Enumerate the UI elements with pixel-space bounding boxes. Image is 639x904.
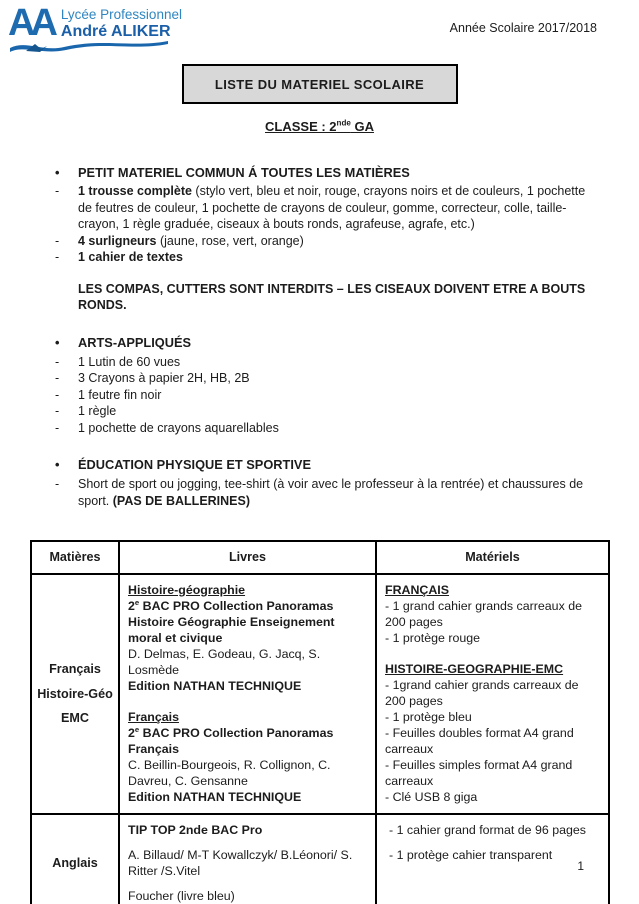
dash-icon	[55, 387, 78, 404]
dash-icon	[55, 249, 78, 266]
item-text: 1 feutre fin noir	[78, 387, 162, 402]
section-title-text: ÉDUCATION PHYSIQUE ET SPORTIVE	[78, 457, 311, 473]
list-item	[55, 233, 597, 250]
livres-cell: Histoire-géographie 2e BAC PRO Collection Panoramas Histoire Géographie Enseignement moral et civique D. Delmas, E. Godeau, G. Jacq, S. Losmède Edition NATHAN TECHNIQUE Français 2e BAC PRO Collection Panoramas Français C. Beillin-Bourgeois, R. Collignon, C. Davreu, C. Gensanne Edition NATHAN TECHNIQUE	[119, 574, 376, 814]
list-item	[55, 249, 597, 266]
header-livres: Livres	[119, 541, 376, 574]
section-title	[55, 335, 597, 352]
list-item	[55, 183, 597, 233]
dash-icon	[55, 183, 78, 233]
section-eps	[55, 457, 597, 509]
section-title	[55, 165, 597, 182]
section-petit-materiel	[55, 165, 597, 314]
dash-icon	[55, 370, 78, 387]
dash-icon	[55, 233, 78, 250]
page-title: LISTE DU MATERIEL SCOLAIRE	[214, 77, 425, 93]
table-header-row	[31, 541, 609, 574]
dash-icon	[55, 420, 78, 437]
item-text: 1 règle	[78, 404, 117, 419]
materiels-cell: - 1 cahier grand format de 96 pages - 1 protège cahier transparent	[376, 814, 609, 904]
item-text: 3 Crayons à papier 2H, HB, 2B	[78, 371, 250, 386]
item-bold: 4 surligneurs	[78, 233, 157, 248]
bullet-icon	[55, 165, 78, 182]
list-item	[55, 403, 597, 420]
list-item	[55, 370, 597, 387]
list-item	[55, 420, 597, 437]
livres-cell: TIP TOP 2nde BAC Pro A. Billaud/ M-T Kowallczyk/ B.Léonori/ S. Ritter /S.Vitel Foucher (livre bleu)	[119, 814, 376, 904]
logo-school-name: André ALIKER	[60, 22, 171, 40]
subject-cell: Anglais	[31, 814, 119, 904]
logo-school-type: Lycée Professionnel	[60, 7, 182, 22]
section-title-text: ARTS-APPLIQUÉS	[78, 334, 192, 350]
list-item	[55, 354, 597, 371]
page-header	[0, 0, 639, 57]
materiels-cell: FRANÇAIS - 1 grand cahier grands carreaux de 200 pages - 1 protège rouge HISTOIRE-GEOGRAPHIE-EMC - 1grand cahier grands carreaux de 200 pages - 1 protège bleu - Feuilles doubles format A4 grand carreaux - Feuilles simples format A4 grand carreaux - Clé USB 8 giga	[376, 574, 609, 814]
class-superscript: nde	[336, 119, 351, 129]
dash-icon	[55, 476, 78, 509]
header-materiels: Matériels	[376, 541, 609, 574]
item-text: Short de sport ou jogging, tee-shirt (à voir avec le professeur à la rentrée) et chaussures de sport.	[78, 477, 584, 508]
section-title-text: PETIT MATERIEL COMMUN Á TOUTES LES MATIÈRES	[78, 164, 410, 180]
section-title	[55, 457, 597, 474]
dash-icon	[55, 403, 78, 420]
school-year-label: Année Scolaire 2017/2018	[449, 21, 597, 35]
bullet-icon	[55, 335, 78, 352]
item-text: 1 Lutin de 60 vues	[78, 354, 181, 369]
logo-monogram: AA	[8, 2, 53, 44]
dash-icon	[55, 354, 78, 371]
warning-text: LES COMPAS, CUTTERS SONT INTERDITS – LES CISEAUX DOIVENT ETRE A BOUTS RONDS.	[78, 281, 586, 313]
class-prefix: CLASSE : 2	[265, 119, 337, 135]
class-heading	[0, 118, 639, 135]
list-item	[55, 387, 597, 404]
subject-cell: Français Histoire-Géo EMC	[31, 574, 119, 814]
list-item	[55, 476, 597, 509]
item-bold: 1 cahier de textes	[78, 250, 183, 265]
item-bold: 1 trousse complète	[78, 184, 192, 199]
item-bold-tail: (PAS DE BALLERINES)	[112, 493, 251, 508]
title-box	[182, 64, 458, 104]
table-row	[31, 574, 609, 814]
bullet-icon	[55, 457, 78, 474]
class-suffix: GA	[350, 119, 374, 135]
section-arts-appliques	[55, 335, 597, 436]
item-rest: (stylo vert, bleu et noir, rouge, crayons noirs et de couleurs, 1 pochette de feutres de couleur, 1 pochette de crayons de couleur, gomme, correcteur, colle, taille-crayon, 1 règle graduée, ciseaux à bouts ronds, agrafeuse, agrafe, etc.)	[78, 184, 586, 232]
logo-names	[61, 7, 182, 41]
item-text: 1 pochette de crayons aquarellables	[78, 420, 279, 435]
page-number: 1	[577, 859, 584, 874]
table-row	[31, 814, 609, 904]
header-matieres: Matières	[31, 541, 119, 574]
supply-sections	[55, 165, 597, 510]
item-rest: (jaune, rose, vert, orange)	[156, 233, 304, 248]
school-logo	[8, 2, 198, 57]
supplies-table	[30, 540, 610, 904]
